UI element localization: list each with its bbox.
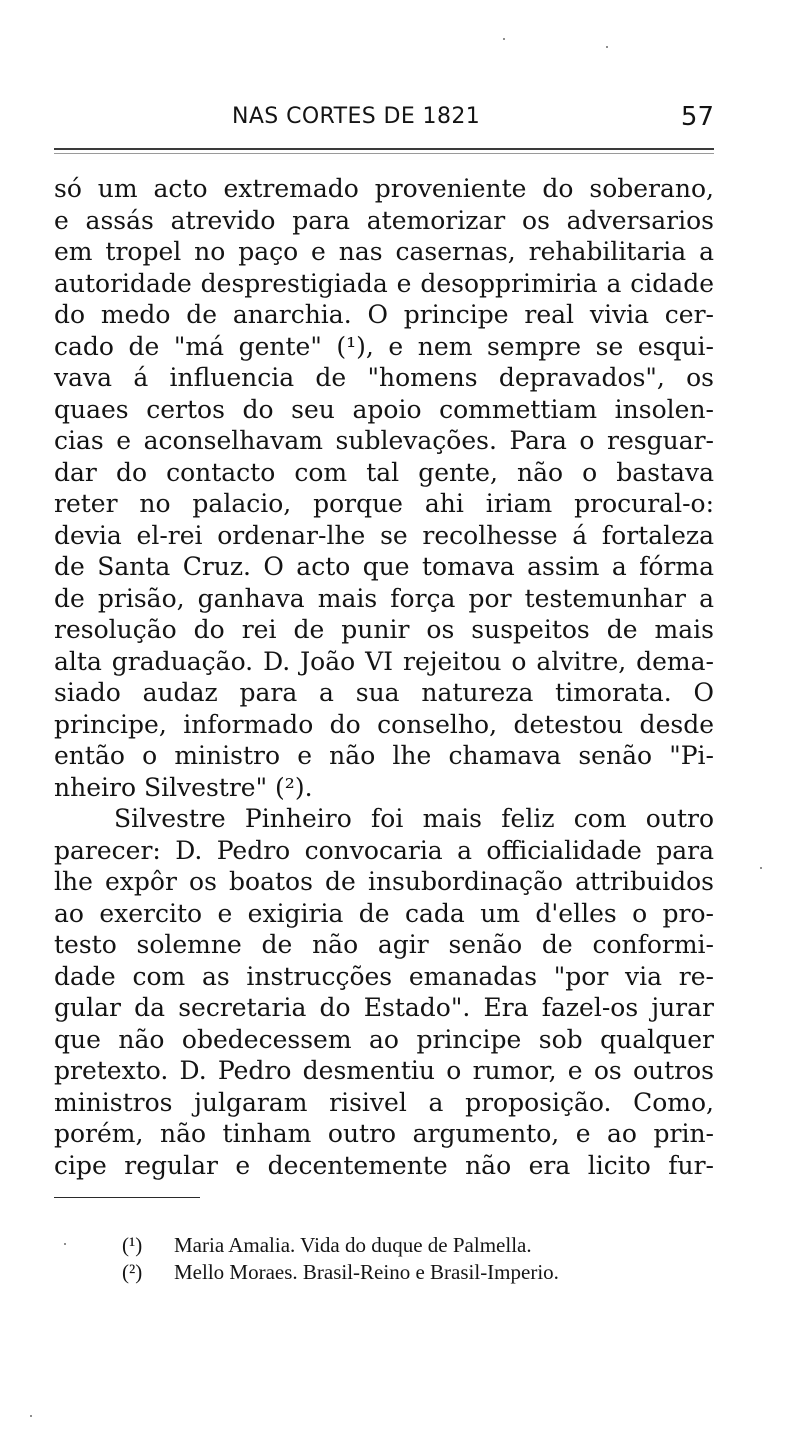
paper-speck (760, 867, 762, 869)
text-line: pretexto. D. Pedro desmentiu o rumor, e os outros (54, 1056, 714, 1085)
text-line: alta graduação. D. João VI rejeitou o alvitre, dema- (54, 646, 714, 676)
text-line: principe, informado do conselho, detestou desde (54, 709, 714, 739)
footnotes (122, 1232, 702, 1286)
text-line: lhe expôr os boatos de insubordinação attribuidos (54, 867, 714, 896)
text-line: cado de "má gente" (¹), e nem sempre se esqui- (54, 331, 714, 361)
text-line: então o ministro e não lhe chamava senão "Pi- (54, 741, 714, 770)
footnote-rule (54, 1197, 200, 1198)
footnote-1 (122, 1232, 702, 1259)
text-line: e assás atrevido para atemorizar os adversarios (54, 205, 714, 235)
running-title: NAS CORTES DE 1821 (232, 104, 481, 129)
paper-speck (30, 1415, 32, 1417)
footnote-2 (122, 1259, 702, 1286)
text-line: quaes certos do seu apoio commettiam insolen- (54, 394, 714, 424)
header-rule (54, 148, 714, 150)
text-line: devia el-rei ordenar-lhe se recolhesse á fortaleza (54, 520, 714, 550)
footnote-text: Mello Moraes. Brasil-Reino e Brasil-Imperio. (174, 1260, 559, 1284)
paragraph-start-line: Silvestre Pinheiro foi mais feliz com outro (114, 804, 714, 833)
footnote-marker: (¹) (122, 1233, 143, 1257)
text-line: autoridade desprestigiada e desopprimiria a cidade (54, 268, 714, 298)
footnote-text: Maria Amalia. Vida do duque de Palmella. (174, 1233, 532, 1257)
text-line: parecer: D. Pedro convocaria a officialidade para (54, 835, 714, 865)
paper-speck (503, 38, 505, 40)
text-line: porém, não tinham outro argumento, e ao prin- (54, 1119, 714, 1148)
text-line: ao exercito e exigiria de cada um d'elles o pro- (54, 898, 714, 928)
text-line: vava á influencia de "homens depravados", os (54, 363, 714, 392)
footnote-marker: (²) (122, 1260, 143, 1284)
text-line: testo solemne de não agir senão de conformi- (54, 930, 714, 959)
text-line: dade com as instrucções emanadas "por via re- (54, 961, 714, 991)
running-head (54, 104, 714, 140)
text-line: que não obedecessem ao principe sob qualquer (54, 1024, 714, 1054)
paper-speck (606, 46, 608, 48)
text-line: cipe regular e decentemente não era licito fur- (54, 1150, 714, 1180)
paper-speck (64, 1243, 66, 1245)
text-line: siado audaz para a sua natureza timorata. O (54, 678, 714, 707)
text-line: só um acto extremado proveniente do soberano, (54, 174, 714, 203)
page-number: 57 (680, 102, 714, 132)
text-line: cias e aconselhavam sublevações. Para o resguar- (54, 426, 714, 455)
text-line: de Santa Cruz. O acto que tomava assim a fórma (54, 552, 714, 581)
body-text (54, 173, 714, 1181)
text-line: reter no palacio, porque ahi iriam procural-o: (54, 489, 714, 518)
text-line: gular da secretaria do Estado". Era fazel-os jurar (54, 993, 714, 1022)
header-rule-thin (54, 153, 714, 154)
paragraph-end-line: nheiro Silvestre" (²). (54, 772, 313, 802)
text-line: de prisão, ganhava mais força por testemunhar a (54, 583, 714, 613)
text-line: do medo de anarchia. O principe real vivia cer- (54, 300, 714, 329)
text-line: em tropel no paço e nas casernas, rehabilitaria a (54, 237, 714, 266)
text-line: dar do contacto com tal gente, não o bastava (54, 457, 714, 487)
text-line: resolução do rei de punir os suspeitos de mais (54, 615, 714, 644)
text-line: ministros julgaram risivel a proposição. Como, (54, 1087, 714, 1117)
